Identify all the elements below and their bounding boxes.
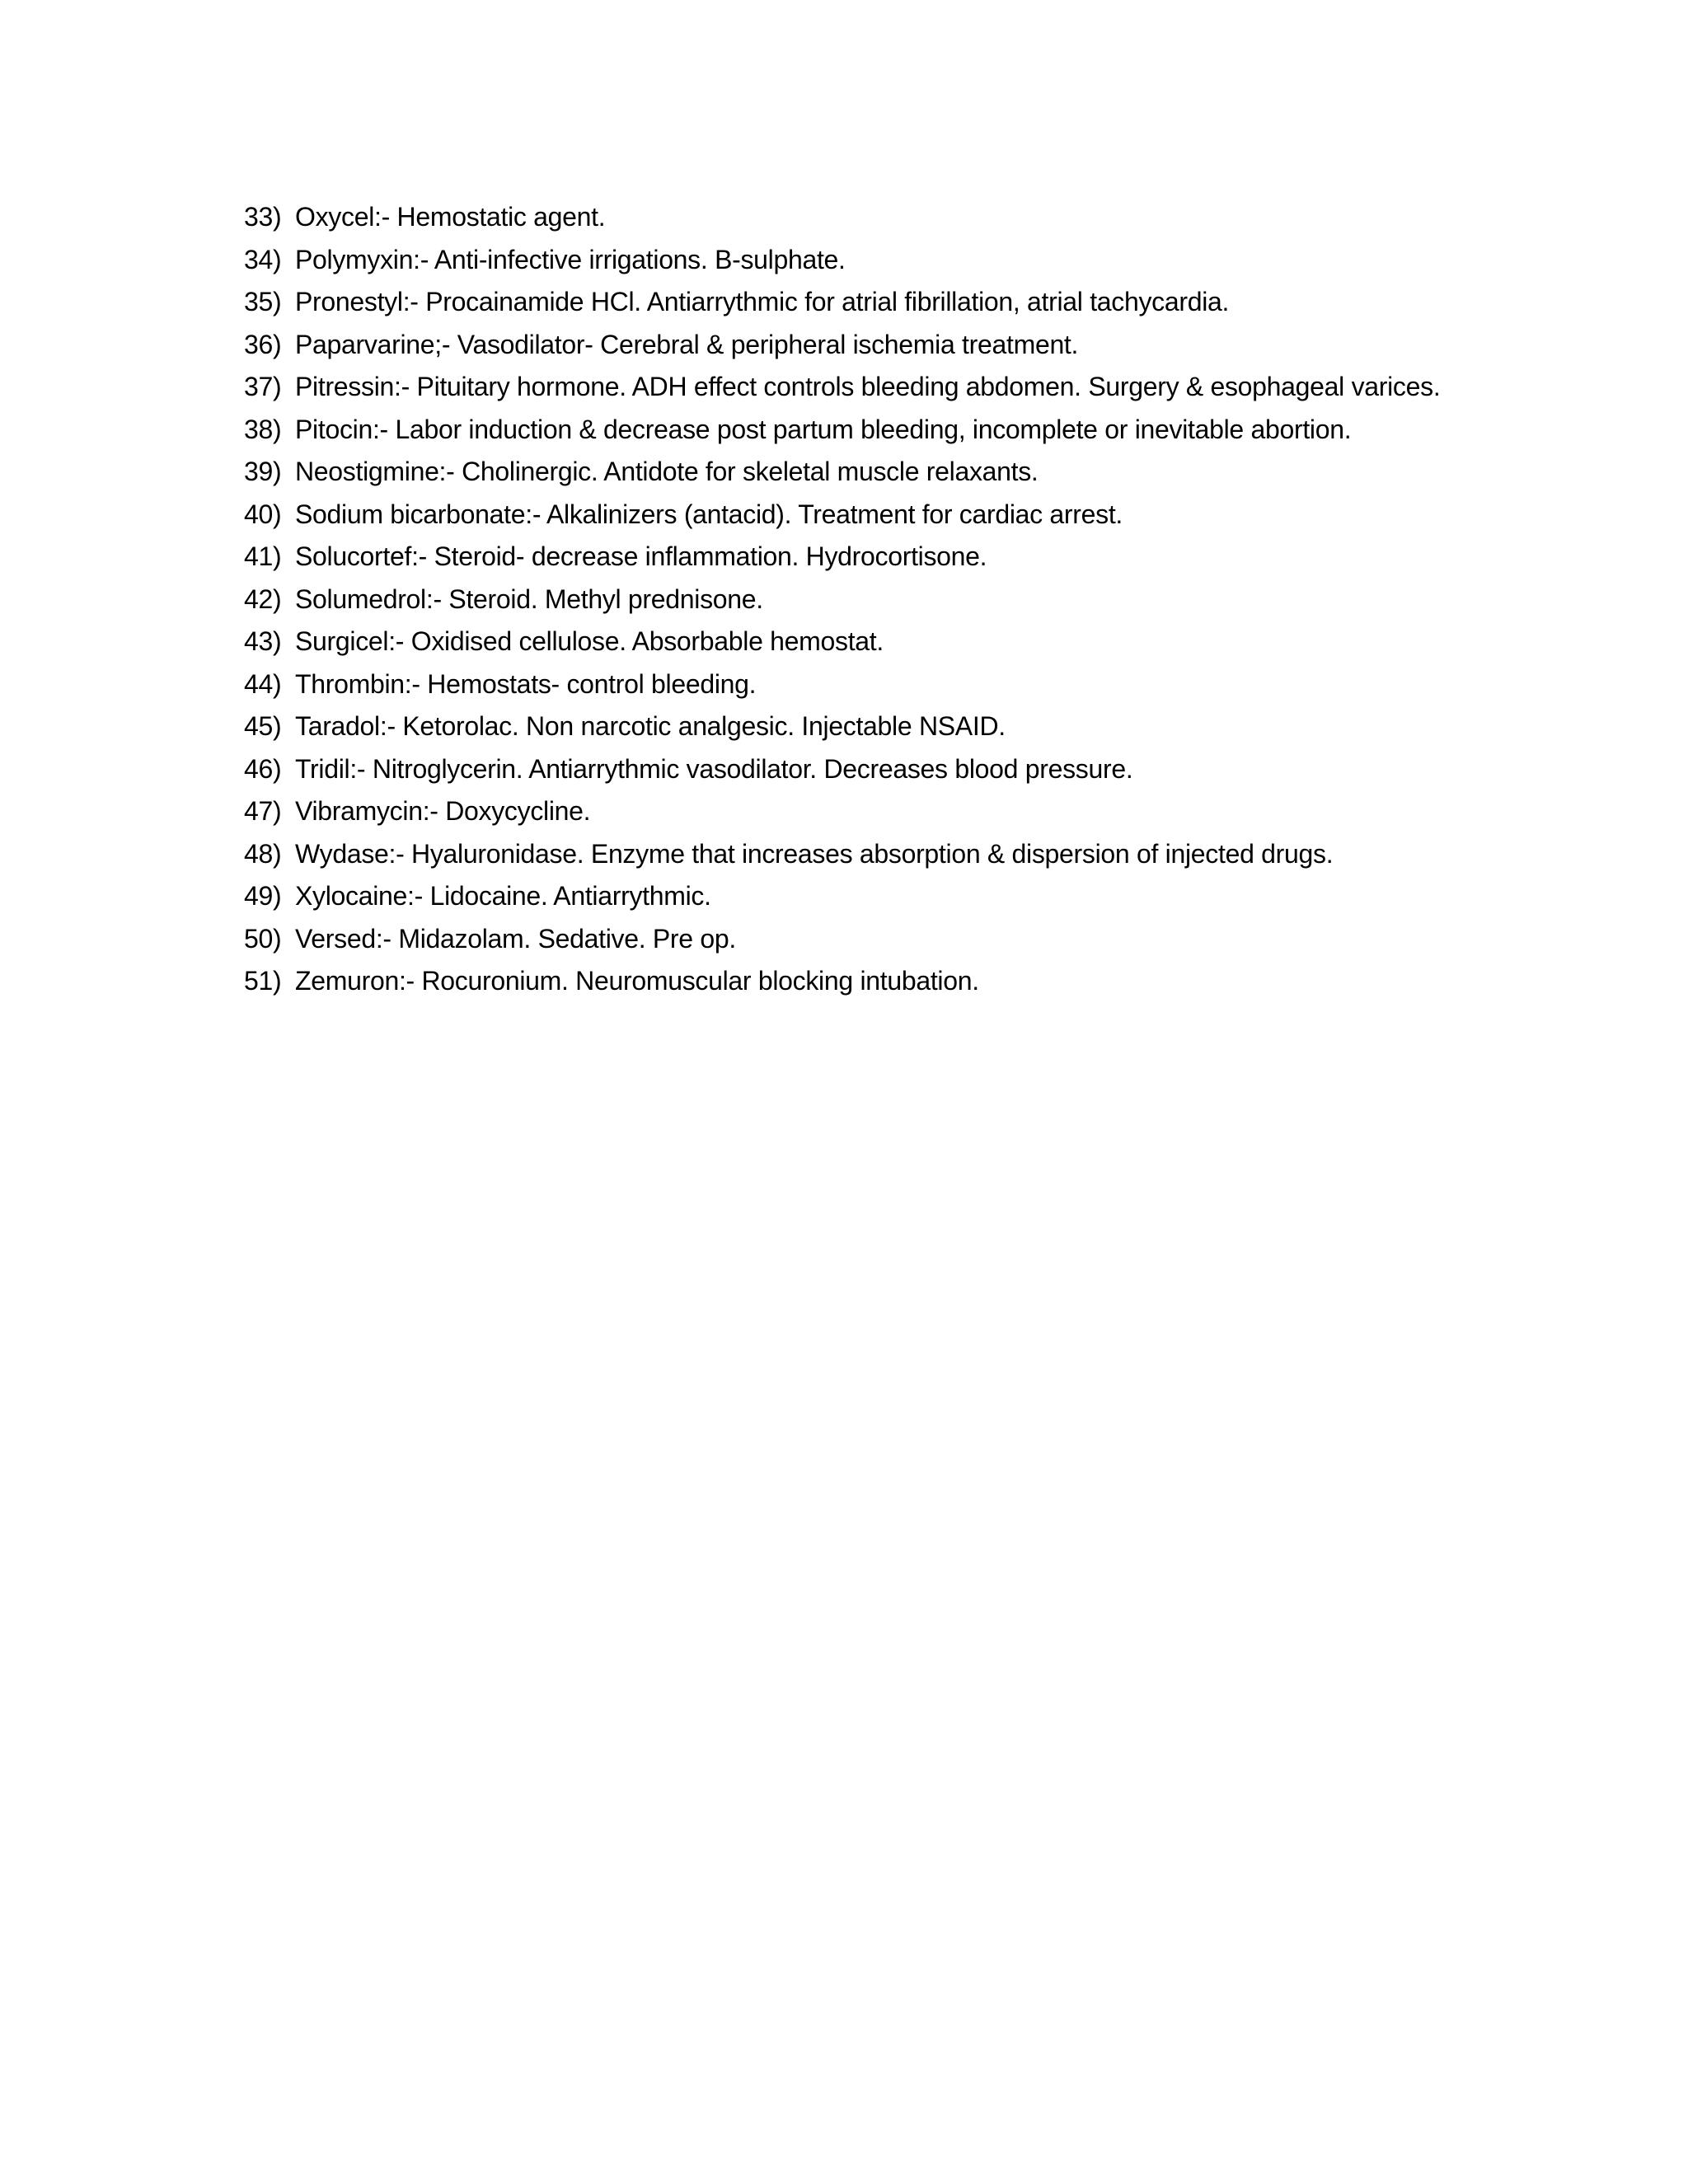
item-number: 47) [244, 796, 282, 826]
item-number: 38) [244, 414, 282, 444]
list-item [244, 196, 1480, 239]
list-item [244, 579, 1480, 621]
list-item [244, 621, 1480, 663]
item-number: 49) [244, 881, 282, 911]
item-text: Polymyxin:- Anti-infective irrigations. B-sulphate. [295, 244, 846, 274]
list-item [244, 918, 1480, 961]
list-item [244, 705, 1480, 748]
list-item [244, 239, 1480, 282]
item-text: Versed:- Midazolam. Sedative. Pre op. [295, 923, 736, 954]
item-number: 35) [244, 287, 282, 316]
item-text: Thrombin:- Hemostats- control bleeding. [295, 668, 757, 699]
item-number: 45) [244, 711, 282, 741]
list-item [244, 663, 1480, 706]
item-number: 42) [244, 583, 282, 614]
item-text: Zemuron:- Rocuronium. Neuromuscular blocking intubation. [295, 966, 979, 996]
item-number: 50) [244, 923, 282, 954]
list-item [244, 790, 1480, 833]
list-item [244, 366, 1480, 409]
item-number: 34) [244, 244, 282, 274]
list-item [244, 748, 1480, 791]
item-number: 43) [244, 626, 282, 656]
item-number: 48) [244, 838, 282, 869]
item-text: Vibramycin:- Doxycycline. [295, 796, 591, 826]
list-item [244, 875, 1480, 918]
item-text: Paparvarine;- Vasodilator- Cerebral & peripheral ischemia treatment. [295, 329, 1079, 359]
item-text: Pronestyl:- Procainamide HCl. Antiarrythmic for atrial fibrillation, atrial tachycardia. [295, 287, 1230, 316]
item-text: Wydase:- Hyaluronidase. Enzyme that increases absorption & dispersion of injected drugs. [295, 838, 1334, 869]
item-text: Sodium bicarbonate:- Alkalinizers (antacid). Treatment for cardiac arrest. [295, 499, 1123, 529]
item-number: 40) [244, 499, 282, 529]
list-item [244, 451, 1480, 494]
item-number: 33) [244, 202, 282, 232]
list-item [244, 833, 1480, 876]
item-text: Oxycel:- Hemostatic agent. [295, 202, 606, 232]
item-text: Neostigmine:- Cholinergic. Antidote for skeletal muscle relaxants. [295, 457, 1039, 486]
item-number: 51) [244, 966, 282, 996]
item-text: Pitressin:- Pituitary hormone. ADH effect controls bleeding abdomen. Surgery & esophageal varices. [295, 372, 1441, 401]
item-number: 44) [244, 668, 282, 699]
list-item [244, 281, 1480, 324]
item-text: Surgicel:- Oxidised cellulose. Absorbable hemostat. [295, 626, 884, 656]
drug-list [244, 196, 1480, 1003]
item-text: Tridil:- Nitroglycerin. Antiarrythmic vasodilator. Decreases blood pressure. [295, 753, 1133, 784]
item-number: 37) [244, 372, 282, 401]
item-text: Solumedrol:- Steroid. Methyl prednisone. [295, 583, 763, 614]
item-text: Taradol:- Ketorolac. Non narcotic analgesic. Injectable NSAID. [295, 711, 1006, 741]
list-item [244, 960, 1480, 1003]
item-number: 36) [244, 329, 282, 359]
item-number: 46) [244, 753, 282, 784]
list-item [244, 536, 1480, 579]
item-text: Pitocin:- Labor induction & decrease post partum bleeding, incomplete or inevitable abortion. [295, 414, 1352, 444]
item-text: Solucortef:- Steroid- decrease inflammation. Hydrocortisone. [295, 541, 987, 571]
list-item [244, 324, 1480, 367]
item-number: 41) [244, 541, 282, 571]
item-text: Xylocaine:- Lidocaine. Antiarrythmic. [295, 881, 711, 911]
list-item [244, 409, 1480, 452]
item-number: 39) [244, 457, 282, 486]
list-item [244, 494, 1480, 537]
